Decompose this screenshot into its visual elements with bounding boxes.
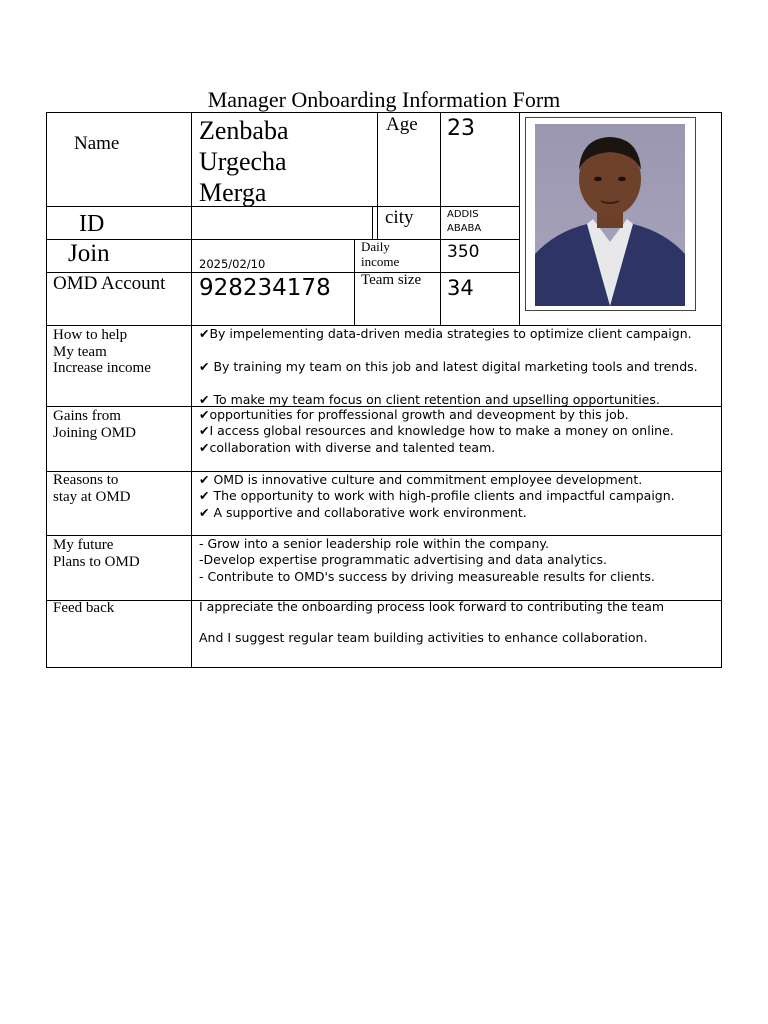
id-label: ID	[79, 211, 105, 237]
profile-photo	[535, 124, 685, 306]
section-label-help-team: How to help My team Increase income	[53, 327, 151, 376]
section-content-help-team: ✔By impelementing data-driven media strategies to optimize client campaign. ✔ By training my team on this job and latest digital marketing tools and trends. ✔ To make my team focus on client retention and upselling opportunities.	[199, 326, 698, 407]
section-label-feedback: Feed back	[53, 600, 115, 616]
daily-income-label: Daily income	[361, 239, 400, 269]
age-label: Age	[386, 114, 418, 135]
join-value: 2025/02/10	[199, 257, 266, 271]
form-title: Manager Onboarding Information Form	[207, 87, 561, 112]
section-label-future: My future Plans to OMD	[53, 537, 140, 570]
person-portrait-icon	[535, 124, 685, 306]
omd-account-label: OMD Account	[53, 273, 166, 294]
section-content-gains: ✔opportunities for proffessional growth and deveopment by this job. ✔I access global resources and knowledge how to make a money on online. ✔collaboration with diverse and talented team.	[199, 407, 674, 455]
team-size-value: 34	[447, 276, 474, 300]
age-value: 23	[447, 116, 475, 141]
section-content-future: - Grow into a senior leadership role within the company. -Develop expertise programmatic advertising and data analytics. - Contribute to OMD's success by driving measureable results for clients.	[199, 536, 655, 584]
team-size-label: Team size	[361, 272, 422, 288]
join-label: Join	[68, 240, 110, 267]
profile-photo-frame	[525, 117, 696, 311]
name-value: Zenbaba Urgecha Merga	[199, 116, 289, 207]
section-content-reasons: ✔ OMD is innovative culture and commitment employee development. ✔ The opportunity to work with high-profile clients and impactful campaign. ✔ A supportive and collaborative work environment.	[199, 472, 675, 520]
section-label-reasons: Reasons to stay at OMD	[53, 472, 131, 505]
omd-account-value: 928234178	[199, 275, 331, 301]
name-label: Name	[74, 133, 120, 154]
daily-income-value: 350	[447, 242, 480, 262]
city-label: city	[385, 207, 414, 228]
section-label-gains: Gains from Joining OMD	[53, 408, 136, 441]
section-content-feedback: I appreciate the onboarding process look forward to contributing the team And I suggest regular team building activities to enhance collaboration.	[199, 599, 665, 646]
city-value: ADDIS ABABA	[447, 209, 482, 234]
